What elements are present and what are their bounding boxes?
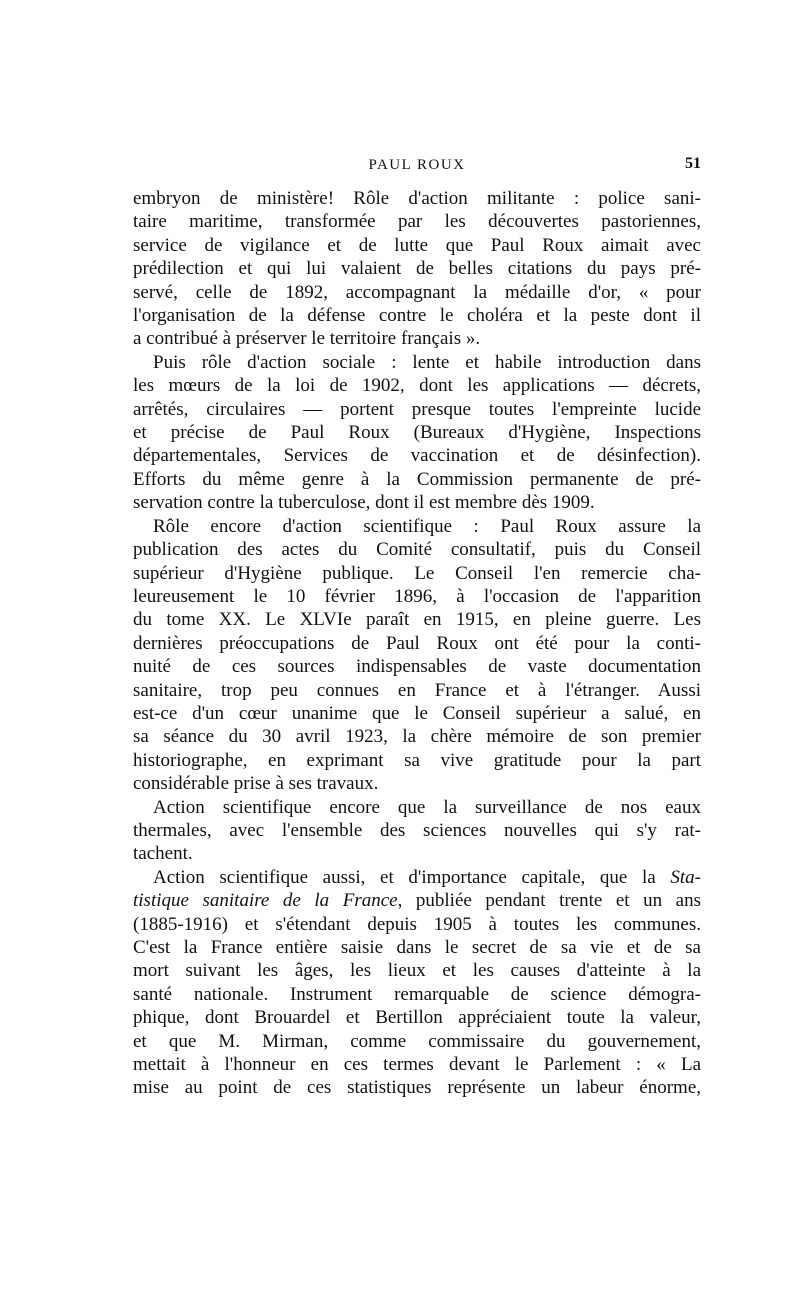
text-line: mettait à l'honneur en ces termes devant le Parlement : « La — [133, 1054, 701, 1076]
text-line: C'est la France entière saisie dans le secret de sa vie et de sa — [133, 937, 701, 958]
text-line: l'organisation de la défense contre le choléra et la peste dont il — [133, 305, 701, 327]
page-number: 51 — [685, 155, 701, 172]
text-line: tachent. — [133, 843, 193, 865]
text-line: mort suivant les âges, les lieux et les causes d'atteinte à la — [133, 960, 701, 982]
text-line: est-ce d'un cœur unanime que le Conseil supérieur a salué, en — [133, 702, 701, 724]
text-line: et précise de Paul Roux (Bureaux d'Hygiène, Inspections — [133, 422, 701, 444]
text-line: servé, celle de 1892, accompagnant la médaille d'or, « pour — [133, 281, 701, 303]
running-head — [133, 155, 701, 179]
italic-title: tistique sanitaire de la France — [133, 890, 398, 912]
text-line: Rôle encore d'action scientifique : Paul Roux assure la — [153, 515, 701, 537]
text-line: thermales, avec l'ensemble des sciences nouvelles qui s'y rat- — [133, 819, 701, 841]
text-line: embryon de ministère! Rôle d'action militante : police sani- — [133, 188, 701, 209]
text-line: sa séance du 30 avril 1923, la chère mémoire de son premier — [133, 726, 701, 748]
text-line: servation contre la tuberculose, dont il est membre dès 1909. — [133, 492, 595, 514]
text-line: départementales, Services de vaccination et de désinfection). — [133, 445, 701, 467]
text-line: arrêtés, circulaires — portent presque toutes l'empreinte lucide — [133, 398, 701, 420]
text-line: prédilection et qui lui valaient de belles citations du pays pré- — [133, 258, 701, 280]
italic-fragment: Sta- — [670, 866, 701, 888]
text-line — [133, 889, 701, 912]
text-line: santé nationale. Instrument remarquable de science démogra- — [133, 983, 701, 1005]
text-fragment: Action scientifique aussi, et d'importance capitale, que la — [153, 866, 656, 888]
text-line: et que M. Mirman, comme commissaire du gouvernement, — [133, 1030, 701, 1052]
text-line: Action scientifique encore que la surveillance de nos eaux — [153, 796, 701, 818]
text-line: service de vigilance et de lutte que Paul Roux aimait avec — [133, 234, 701, 256]
text-line: taire maritime, transformée par les découvertes pastoriennes, — [133, 211, 701, 233]
text-line: du tome XX. Le XLVIe paraît en 1915, en pleine guerre. Les — [133, 609, 701, 631]
text-line: leureusement le 10 février 1896, à l'occasion de l'apparition — [133, 585, 701, 607]
text-line: considérable prise à ses travaux. — [133, 773, 379, 795]
text-line: phique, dont Brouardel et Bertillon appréciaient toute la valeur, — [133, 1007, 701, 1029]
text-line: nuité de ces sources indispensables de vaste documentation — [133, 656, 701, 678]
text-line: les mœurs de la loi de 1902, dont les applications — décrets, — [133, 375, 701, 397]
text-fragment: , publiée pendant trente et un ans — [397, 890, 701, 912]
text-line: Puis rôle d'action sociale : lente et habile introduction dans — [153, 351, 701, 373]
text-line: Efforts du même genre à la Commission permanente de pré- — [133, 468, 701, 490]
text-line: historiographe, en exprimant sa vive gratitude pour la part — [133, 749, 701, 771]
text-line: publication des actes du Comité consultatif, puis du Conseil — [133, 539, 701, 561]
text-line — [133, 866, 701, 889]
text-body — [133, 187, 701, 1100]
text-line: mise au point de ces statistiques représente un labeur énorme, — [133, 1077, 701, 1099]
text-line: sanitaire, trop peu connues en France et à l'étranger. Aussi — [133, 679, 701, 701]
text-line: a contribué à préserver le territoire français ». — [133, 328, 481, 350]
text-line: supérieur d'Hygiène publique. Le Conseil l'en remercie cha- — [133, 562, 701, 584]
running-title: PAUL ROUX — [368, 157, 466, 173]
text-line: (1885-1916) et s'étendant depuis 1905 à toutes les communes. — [133, 913, 701, 935]
text-line: dernières préoccupations de Paul Roux ont été pour la conti- — [133, 632, 701, 654]
